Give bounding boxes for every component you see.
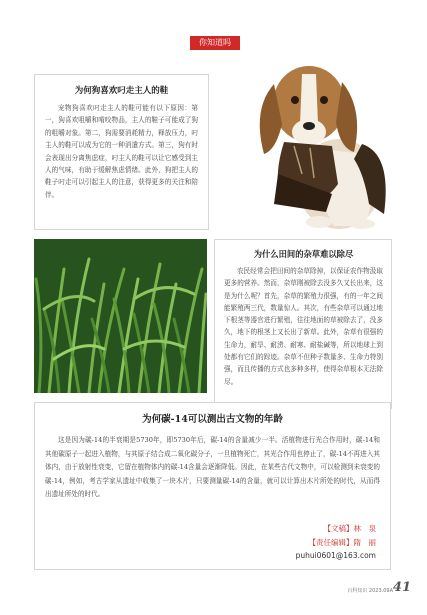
article-box-carbon14	[34, 402, 391, 570]
grass-illustration	[34, 239, 207, 393]
article-title: 为何碳-14可以测出古文物的年龄	[142, 414, 283, 425]
article-body: 农民经常会把田间的杂草除掉，以保证农作物汲取更多的营养。然而，杂草刚被除去没多久又长出来，这是为什么呢？首先，杂草的繁殖力很强，有的一年之间能繁殖两三代，数量惊人。其次，有些杂草可以通过地下根茎等器官进行繁殖，往往地面的草被除去了，没多久，地下的根茎上又长出了新草。此外，杂草有很强的生命力，耐旱、耐涝、耐寒、耐盐碱等，所以地球上到处都有它们的踪迹。杂草不但种子数量多、生命力特别强，而且传播的方式也多种多样，使得杂草根本无法除尽。	[224, 267, 383, 386]
magazine-footer: 百科知识 2023.09A	[347, 588, 393, 594]
section-tag: 你知道吗	[190, 36, 240, 50]
dog-with-boot-illustration	[214, 54, 392, 230]
article-body: 宠物狗喜欢叼走主人的鞋可能有以下原因：第一，狗喜欢咀嚼和啃咬物品，主人的鞋子可能成了狗的咀嚼对象。第二，狗需要消耗精力，释放压力，叼主人的鞋可以成为它的一种消遣方式。第三，狗有时会表现出分离焦虑症，叼主人的鞋可以让它感受到主人的气味，有助于缓解焦虑情绪。此外，狗把主人的鞋子叼走可以引起主人的注意，获得更多的关注和陪伴。	[45, 104, 198, 199]
article-box-dog-shoes	[34, 74, 209, 230]
page-number: 41	[392, 580, 411, 595]
article-title: 为何狗喜欢叼走主人的鞋	[74, 86, 169, 96]
grass-photo	[34, 239, 207, 393]
author-credit: 【文稿】林 泉	[323, 524, 376, 533]
editor-credit: 【责任编辑】隋 丽	[308, 538, 376, 547]
article-box-weeds	[214, 239, 392, 409]
article-body: 这是因为碳-14的半衰期是5730年，即5730年后，碳-14的含量减少一半。活植物进行光合作用时，碳-14和其他碳原子一起进入植物，与其原子结合成二氧化碳分子，一旦植物死亡，其光合作用也停止了，碳-14不再进入其体内，由于放射性衰变，它留在植物体内的碳-14含量会逐渐降低。因此，在某些古代文物中，可以检测到未衰变的碳-14，例如，考古学家从遗址中收集了一块木片，只要测量碳-14的含量，就可以计算出木片所处的时代，从而得出遗址所处的时代。	[45, 436, 380, 499]
article-title: 为什么田间的杂草难以除尽	[253, 249, 354, 259]
editor-email[interactable]: puhui0601@163.com	[295, 551, 376, 560]
dog-photo	[214, 54, 392, 230]
